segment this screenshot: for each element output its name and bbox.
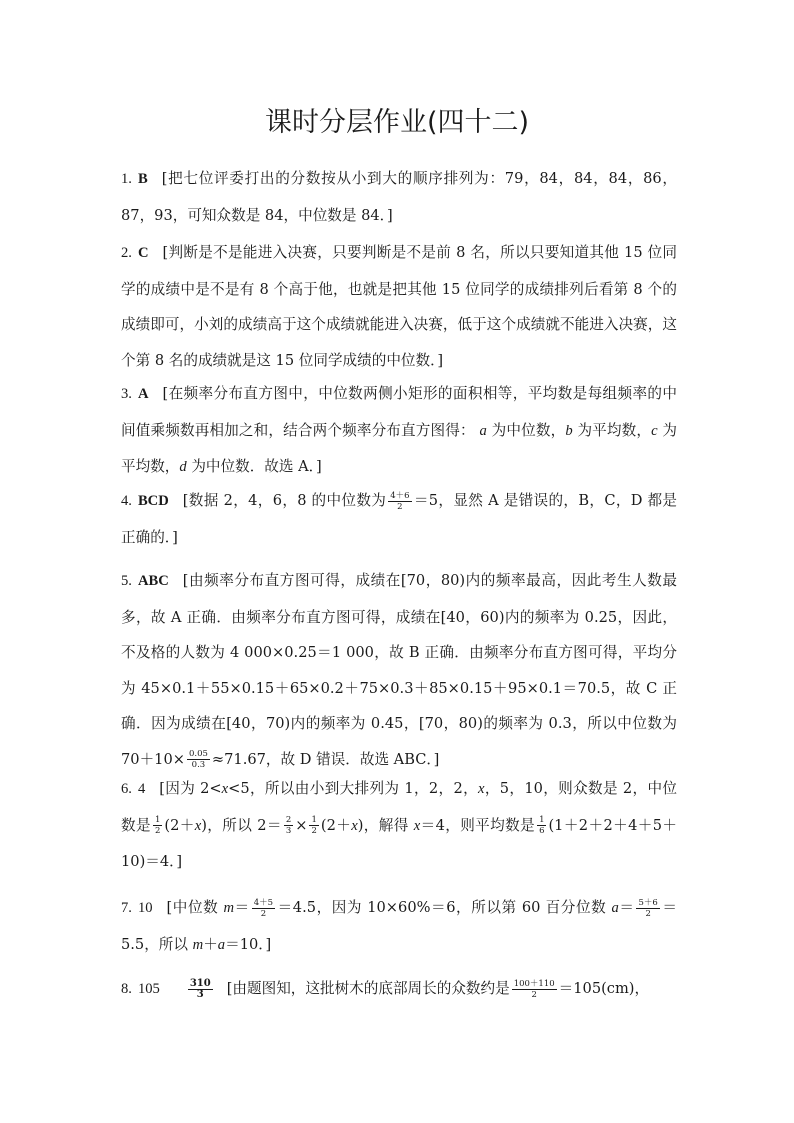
item-explanation: [数据 2，4，6，8 的中位数为 (182, 492, 387, 509)
fraction: $\frac{5+6}{2}$ (638, 897, 658, 919)
fraction: $\frac{2}{3}$ (285, 815, 292, 836)
item-explanation: ＝ (618, 899, 635, 916)
item-explanation: ，5，10，则众数是 2，中位数是 (121, 780, 677, 834)
item-explanation: (2＋ (164, 816, 195, 834)
item-explanation: × (295, 816, 308, 834)
item-explanation: (2＋ (320, 816, 352, 834)
answer-item-6 (121, 771, 677, 880)
variable: x (221, 781, 229, 797)
item-explanation: (1＋2＋2＋4＋5＋10)＝4．] (121, 816, 677, 870)
answer-item-3 (121, 376, 677, 486)
fraction: $\frac{1}{6}$ (539, 815, 545, 836)
fraction: $\frac{310}{3}$ (189, 977, 211, 1000)
fraction: $\frac{0.05}{0.3}$ (188, 749, 208, 770)
page-title: 课时分层作业(四十二) (264, 107, 530, 138)
variable: a (611, 900, 619, 916)
item-answer: B (137, 171, 148, 187)
item-explanation: ＝4.5，因为 10×60%＝6，所以第 60 百分位数 (277, 899, 612, 916)
fraction: $\frac{1}{2}$ (154, 815, 161, 836)
item-explanation: 为平均数， (577, 421, 652, 439)
item-explanation: ＝10．] (225, 935, 272, 953)
answer-item-8 (121, 971, 677, 1008)
fraction: $\frac{4+6}{2}$ (390, 490, 410, 512)
item-number: 7. (121, 900, 132, 916)
item-explanation: [在频率分布直方图中，中位数两侧小矩形的面积相等，平均数是每组频率的中间值乘频数再相加之和，结合两个频率分布直方图得： (121, 385, 677, 439)
item-explanation: ＝105(cm)， (558, 980, 650, 997)
item-number: 8. (121, 981, 132, 997)
item-number: 6. (121, 781, 132, 797)
item-answer: 105 (137, 981, 160, 997)
fraction: $\frac{1}{2}$ (311, 815, 317, 836)
variable: c (651, 422, 658, 439)
item-number: 2. (121, 245, 132, 261)
item-number: 5. (121, 573, 132, 589)
answer-item-4 (121, 483, 677, 555)
variable: x (413, 817, 421, 834)
item-explanation: <5，所以由小到大排列为 1，2，2， (228, 780, 479, 797)
variable: m (192, 936, 204, 953)
item-explanation: ＝5，显然 A 是错误的，B，C，D 都是正确的．] (121, 492, 677, 546)
variable: a (479, 422, 487, 439)
fraction: $\frac{100+110}{2}$ (513, 978, 555, 1000)
item-answer: ABC (137, 573, 169, 589)
item-explanation: )，所以 2＝ (201, 816, 282, 834)
variable: x (351, 817, 358, 834)
item-answer: A (137, 386, 149, 402)
variable: x (478, 781, 485, 797)
item-answer: 4 (137, 781, 146, 797)
item-explanation: [中位数 (166, 899, 224, 916)
fraction: $\frac{4+5}{2}$ (253, 897, 274, 919)
variable: m (223, 900, 235, 916)
item-explanation: ＝ (234, 899, 250, 916)
item-explanation: [因为 2< (159, 780, 222, 797)
variable: x (194, 817, 202, 834)
item-number: 4. (121, 493, 132, 509)
variable: d (179, 459, 187, 475)
variable: b (565, 422, 573, 439)
item-explanation: ＝4，则平均数是 (420, 816, 536, 834)
item-explanation: [由题图知，这批树木的底部周长的众数约是 (226, 980, 510, 997)
item-answer: BCD (137, 493, 169, 509)
item-explanation: ＝5.5，所以 (121, 899, 677, 953)
item-explanation: [由频率分布直方图可得，成绩在[70，80)内的频率最高，因此考生人数最多，故 A 正确．由频率分布直方图可得，成绩在[40，60)内的频率为 0.25，因此，不及格的人数为 4 000×0.25＝1 000，故 B 正确．由频率分布直方图可得，平均分为 45×0.1＋55×0.15＋65×0.2＋75×0.3＋85×0.15＋95×0.1＝70.5，故 C 正确．因为成绩在[40，70)内的频率为 0.45，[70，80)的频率为 0.3，所以中位数为 70＋10× (121, 572, 677, 768)
item-explanation: [判断是不是能进入决赛，只要判断是不是前 8 名，所以只要知道其他 15 位同学的成绩中是不是有 8 个高于他，也就是把其他 15 位同学的成绩排列后看第 8 个的成绩即可，小刘的成绩高于这个成绩就能进入决赛，低于这个成绩就不能进入决赛，这个第 8 名的成绩就是这 15 位同学成绩的中位数．] (121, 244, 677, 369)
item-explanation: )，解得 (357, 816, 414, 834)
item-answer: C (137, 245, 149, 261)
answer-item-5 (121, 563, 677, 777)
item-explanation: 为平均数， (121, 421, 678, 475)
answer-item-7 (121, 890, 677, 963)
item-explanation: ＋ (203, 935, 218, 953)
item-number: 1. (121, 171, 132, 187)
item-number: 3. (121, 386, 132, 402)
item-answer: 10 (137, 900, 153, 916)
item-explanation: [把七位评委打出的分数按从小到大的顺序排列为：79，84，84，84，86，87，93，可知众数是 84，中位数是 84．] (121, 170, 677, 224)
item-explanation: 为中位数．故选 A．] (191, 458, 322, 475)
answer-item-2 (121, 235, 677, 378)
answer-item-1 (121, 161, 677, 233)
item-explanation: 为中位数， (491, 421, 566, 439)
item-explanation: ≈71.67，故 D 错误．故选 ABC．] (211, 750, 440, 768)
variable: a (217, 936, 226, 953)
